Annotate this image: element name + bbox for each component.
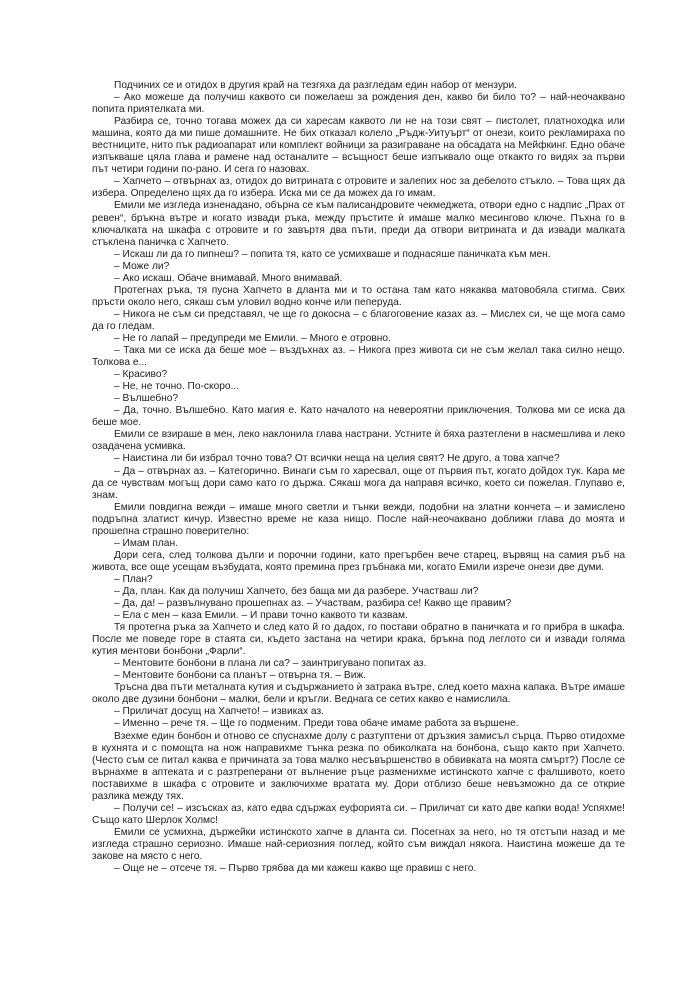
paragraph: – Имам план. — [114, 537, 178, 549]
paragraph: Подчиних се и отидох в другия край на тезгяха да разгледам един набор от мензури. — [114, 80, 517, 91]
paragraph: – Ако можеше да получиш каквото си пожелаеш за рождения ден, какво би било то? – най-неочаквано попита приятелката ми. — [92, 92, 625, 116]
paragraph: Тръсна два пъти металната кутия и съдържанието ѝ затрака вътре, след което махна капака. Вътре имаше около две дузини бонбони – малки, бели и кръгли. Веднага се сетих какво е намислила. — [92, 682, 625, 706]
paragraph: Емили повдигна вежди – имаше много светли и тънки вежди, подобни на златни кончета – и замислено подръпна златист кичур. Известно време не каза нищо. После най-неочаквано доближи глава до моята и прошепна страшно поверително: — [92, 501, 625, 537]
paragraph: Емили се усмихна, държейки истинското хапче в дланта си. Посегнах за него, но тя отстъпи назад и ме изгледа страшно сериозно. Имаше най-сериозния поглед, който съм виждал някога. Наистина можеше да те закове на място с него. — [92, 826, 625, 862]
paragraph: Емили се взираше в мен, леко наклонила глава настрани. Устните ѝ бяха разтеглени в насмешлива и леко озадачена усмивка. — [92, 429, 625, 453]
paragraph: Протегнах ръка, тя пусна Хапчето в дланта ми и то остана там като някаква матовобяла стигма. Свих пръсти около него, сякаш съм уловил водно конче или пеперуда. — [92, 284, 625, 308]
paragraph: Взехме един бонбон и отново се спуснахме долу с разтуптени от дръзкия замисъл сърца. Първо отидохме в кухнята и с помощта на нож направихме тънка резка по обиколката на бонбона, също както при Хапчето. (Често съм се питал каква е причината за това малко несъвършенство в обвивката на моята смърт?) После се върнахме в аптеката и с разтреперани от вълнение ръце разменихме истинското хапче с фалшивото, което поставихме в шкафа с отровите и заключихме вратата му. Дори отблизо беше невъзможно да се открие разлика между тях. — [92, 730, 625, 802]
paragraph: – Така ми се иска да беше мое – въздъхнах аз. – Никога през живота си не съм желал така силно нещо. Толкова е... — [92, 345, 625, 369]
paragraph: – Хапчето – отвърнах аз, отидох до витрината с отровите и залепих нос за дебелото стъкло. – Това щях да избера. Определено щях да го избера. Иска ми се да можех да го имам. — [92, 176, 625, 200]
paragraph: – Красиво? — [114, 369, 168, 381]
paragraph: – Да, точно. Вълшебно. Като магия е. Като началото на невероятни приключения. Толкова ми се иска да беше мое. — [92, 405, 625, 429]
paragraph: – Ментовите бонбони в плана ли са? – заинтригувано попитах аз. — [114, 658, 427, 670]
paragraph: – Може ли? — [114, 260, 170, 272]
paragraph: – Не го лапай – предупреди ме Емили. – Много е отровно. — [114, 332, 391, 344]
paragraph: – Приличат досущ на Хапчето! – извиках аз. — [114, 706, 324, 718]
paragraph: – Искаш ли да го пипнеш? – попита тя, като се усмихваше и поднасяше паничката към мен. — [114, 248, 551, 260]
paragraph: – Ако искаш. Обаче внимавай. Много внимавай. — [114, 272, 343, 284]
paragraph: – Още не – отсече тя. – Първо трябва да ми кажеш какво ще правиш с него. — [114, 863, 477, 875]
paragraph: – Да – отвърнах аз. – Категорично. Винаги съм го харесвал, още от първия път, когато дойдох тук. Кара ме да се чувствам могъщ дори само като го държа. Сякаш мога да направя всичко, което си пожелая. Глупаво е, знам. — [92, 465, 625, 501]
paragraph: Дори сега, след толкова дълги и порочни години, като прегърбен вече старец, вървящ на самия ръб на живота, все още усещам възбудата, която премина през гръбнака ми, когато Емили изрече онези две думи. — [92, 549, 625, 573]
paragraph: Разбира се, точно тогава можех да си харесам каквото ли не на този свят – пистолет, платноходка или машина, която да ми пише домашните. Не бих отказал колело „Ръдж-Уитуърт“ от онези, които рекламираха по вестниците, нито пък радиоапарат или комплект войници за разиграване на обсадата на Мейфкинг. Едно обаче изпъкваше цяла глава и рамене над останалите – всъщност беше изпъквало още откакто го видях за първи път четири години по-рано. И сега го назовах. — [92, 116, 625, 176]
paragraph: – Именно – рече тя. – Ще го подменим. Преди това обаче имаме работа за вършене. — [114, 718, 519, 730]
paragraph: – Ментовите бонбони са планът – отвърна тя. – Виж. — [114, 670, 367, 682]
paragraph: – Ела с мен – каза Емили. – И прави точно каквото ти казвам. — [114, 610, 408, 622]
paragraph: – Не, не точно. По-скоро... — [114, 381, 240, 393]
paragraph: – Никога не съм си представял, че ще го докосна – с благоговение казах аз. – Мислех си, че ще мога само да го гледам. — [92, 308, 625, 332]
paragraph: Емили ме изгледа изненадано, обърна се към палисандровите чекмеджета, отвори едно с надпис „Прах от ревен“, бръкна вътре и когато извади ръка, между пръстите ѝ имаше малко месингово ключе. Пъхна го в ключалката на шкафа с отровите и го завъртя два пъти, преди да отвори витрината и да извади малката стъклена паничка с Хапчето. — [92, 200, 625, 248]
paragraph: – Вълшебно? — [114, 393, 179, 405]
paragraph: – План? — [114, 573, 153, 585]
paragraph: – Получи се! – изсъсках аз, като едва сдържах еуфорията си. – Приличат си като две капки вода! Успяхме! Също като Шерлок Холмс! — [92, 802, 625, 826]
paragraph: – Да, да! – развълнувано прошепнах аз. – Участвам, разбира се! Какво ще правим? — [114, 598, 512, 610]
paragraph: – Наистина ли би избрал точно това? От всички неща на целия свят? Не друго, а това хапче? — [114, 453, 560, 465]
paragraph: Тя протегна ръка за Хапчето и след като й го дадох, го постави обратно в паничката и го прибра в шкафа. После ме поведе горе в стаята си, където застана на четири крака, бръкна под леглото си и извади голяма кутия ментови бонбони „Фарли“. — [92, 622, 625, 658]
paragraph: – Да, план. Как да получиш Хапчето, без баща ми да разбере. Участваш ли? — [114, 585, 479, 597]
